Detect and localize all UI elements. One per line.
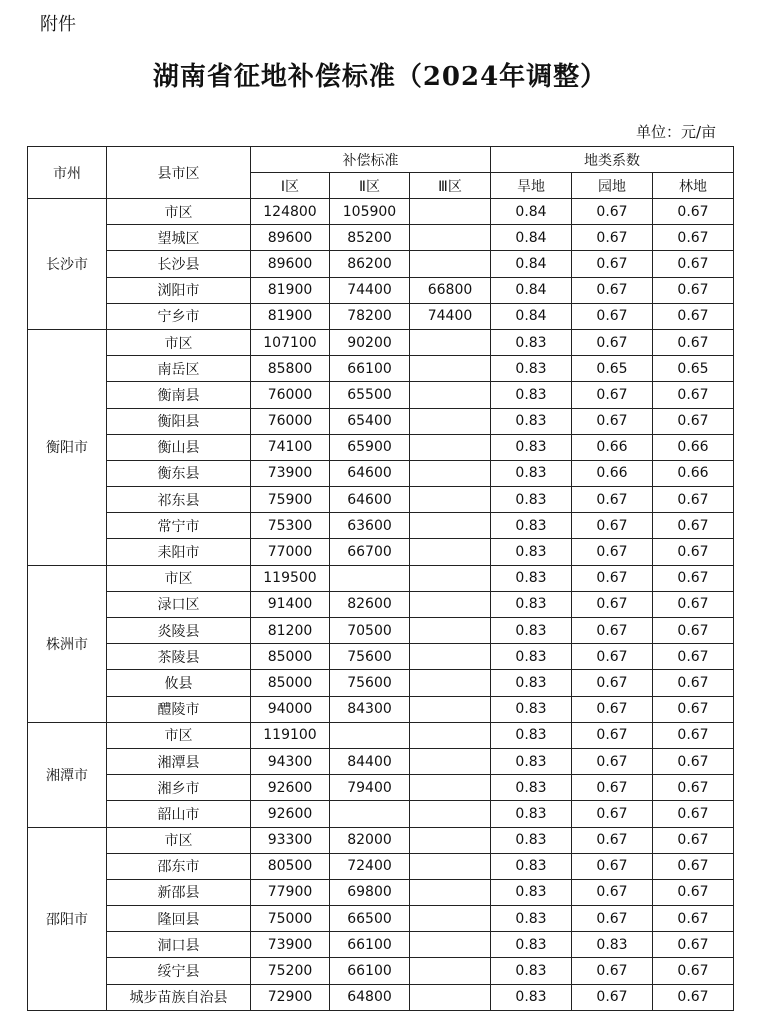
header-city: 市州 xyxy=(28,147,107,199)
cell-zone-2: 63600 xyxy=(330,513,410,539)
cell-county: 隆回县 xyxy=(107,906,251,932)
cell-zone-1: 119500 xyxy=(251,565,330,591)
cell-zone-1: 89600 xyxy=(251,251,330,277)
cell-county: 湘乡市 xyxy=(107,775,251,801)
cell-dry-coef: 0.83 xyxy=(491,984,572,1010)
cell-dry-coef: 0.83 xyxy=(491,434,572,460)
cell-garden-coef: 0.67 xyxy=(572,906,653,932)
cell-forest-coef: 0.67 xyxy=(653,225,734,251)
cell-dry-coef: 0.83 xyxy=(491,382,572,408)
cell-dry-coef: 0.83 xyxy=(491,722,572,748)
cell-city: 邵阳市 xyxy=(28,827,107,1010)
cell-garden-coef: 0.67 xyxy=(572,958,653,984)
table-row xyxy=(28,827,760,853)
cell-zone-2: 79400 xyxy=(330,775,410,801)
unit-label: 单位：元/亩 xyxy=(635,123,716,141)
cell-city: 湘潭市 xyxy=(28,722,107,827)
cell-county: 韶山市 xyxy=(107,801,251,827)
cell-garden-coef: 0.67 xyxy=(572,722,653,748)
cell-zone-1: 76000 xyxy=(251,382,330,408)
cell-dry-coef: 0.84 xyxy=(491,277,572,303)
cell-zone-3 xyxy=(410,251,491,277)
cell-county: 炎陵县 xyxy=(107,618,251,644)
cell-garden-coef: 0.67 xyxy=(572,618,653,644)
table-row xyxy=(28,932,760,958)
cell-garden-coef: 0.67 xyxy=(572,487,653,513)
cell-zone-1: 89600 xyxy=(251,225,330,251)
cell-forest-coef: 0.67 xyxy=(653,853,734,879)
cell-zone-2: 65400 xyxy=(330,408,410,434)
cell-zone-3 xyxy=(410,199,491,225)
cell-dry-coef: 0.83 xyxy=(491,618,572,644)
cell-dry-coef: 0.83 xyxy=(491,906,572,932)
cell-dry-coef: 0.83 xyxy=(491,487,572,513)
cell-county: 洞口县 xyxy=(107,932,251,958)
header-dry-land: 旱地 xyxy=(491,173,572,199)
cell-forest-coef: 0.67 xyxy=(653,277,734,303)
header-zone-2: Ⅱ区 xyxy=(330,173,410,199)
table-row xyxy=(28,382,760,408)
cell-forest-coef: 0.67 xyxy=(653,539,734,565)
cell-county: 浏阳市 xyxy=(107,277,251,303)
cell-garden-coef: 0.67 xyxy=(572,591,653,617)
cell-dry-coef: 0.83 xyxy=(491,565,572,591)
cell-zone-2: 75600 xyxy=(330,670,410,696)
cell-garden-coef: 0.67 xyxy=(572,879,653,905)
cell-zone-2: 70500 xyxy=(330,618,410,644)
table-row xyxy=(28,801,760,827)
cell-garden-coef: 0.67 xyxy=(572,303,653,329)
cell-zone-3 xyxy=(410,748,491,774)
cell-dry-coef: 0.83 xyxy=(491,958,572,984)
table-row xyxy=(28,618,760,644)
cell-dry-coef: 0.83 xyxy=(491,670,572,696)
cell-dry-coef: 0.83 xyxy=(491,775,572,801)
header-zone-3: Ⅲ区 xyxy=(410,173,491,199)
cell-zone-1: 75000 xyxy=(251,906,330,932)
cell-zone-1: 85000 xyxy=(251,670,330,696)
cell-garden-coef: 0.67 xyxy=(572,775,653,801)
table-row xyxy=(28,251,760,277)
table-row xyxy=(28,958,760,984)
header-compensation: 补偿标准 xyxy=(251,147,491,173)
cell-garden-coef: 0.67 xyxy=(572,984,653,1010)
cell-garden-coef: 0.67 xyxy=(572,853,653,879)
table-row xyxy=(28,539,760,565)
cell-garden-coef: 0.66 xyxy=(572,434,653,460)
cell-county: 宁乡市 xyxy=(107,303,251,329)
cell-garden-coef: 0.67 xyxy=(572,251,653,277)
cell-county: 市区 xyxy=(107,329,251,355)
compensation-table xyxy=(27,146,760,1011)
table-row xyxy=(28,670,760,696)
cell-forest-coef: 0.67 xyxy=(653,906,734,932)
cell-dry-coef: 0.83 xyxy=(491,460,572,486)
cell-zone-2: 64600 xyxy=(330,460,410,486)
table-row xyxy=(28,879,760,905)
cell-county: 衡阳县 xyxy=(107,408,251,434)
cell-garden-coef: 0.83 xyxy=(572,932,653,958)
cell-zone-1: 92600 xyxy=(251,775,330,801)
cell-garden-coef: 0.67 xyxy=(572,827,653,853)
cell-city: 株洲市 xyxy=(28,565,107,722)
cell-forest-coef: 0.67 xyxy=(653,801,734,827)
cell-zone-3 xyxy=(410,670,491,696)
cell-forest-coef: 0.67 xyxy=(653,408,734,434)
cell-zone-3 xyxy=(410,984,491,1010)
cell-garden-coef: 0.67 xyxy=(572,565,653,591)
cell-zone-1: 107100 xyxy=(251,329,330,355)
cell-garden-coef: 0.67 xyxy=(572,539,653,565)
cell-zone-1: 76000 xyxy=(251,408,330,434)
cell-zone-1: 85000 xyxy=(251,644,330,670)
cell-dry-coef: 0.83 xyxy=(491,932,572,958)
cell-forest-coef: 0.67 xyxy=(653,513,734,539)
cell-county: 耒阳市 xyxy=(107,539,251,565)
cell-zone-2: 82000 xyxy=(330,827,410,853)
cell-zone-2: 84300 xyxy=(330,696,410,722)
cell-zone-2 xyxy=(330,565,410,591)
cell-zone-3 xyxy=(410,434,491,460)
cell-county: 衡山县 xyxy=(107,434,251,460)
table-row xyxy=(28,408,760,434)
cell-forest-coef: 0.66 xyxy=(653,434,734,460)
table-row xyxy=(28,775,760,801)
cell-county: 常宁市 xyxy=(107,513,251,539)
table-row xyxy=(28,644,760,670)
cell-garden-coef: 0.67 xyxy=(572,513,653,539)
cell-county: 攸县 xyxy=(107,670,251,696)
table-body xyxy=(28,199,760,1011)
cell-garden-coef: 0.67 xyxy=(572,225,653,251)
cell-zone-3: 66800 xyxy=(410,277,491,303)
cell-forest-coef: 0.67 xyxy=(653,382,734,408)
cell-zone-3 xyxy=(410,644,491,670)
cell-county: 望城区 xyxy=(107,225,251,251)
cell-dry-coef: 0.84 xyxy=(491,251,572,277)
cell-dry-coef: 0.83 xyxy=(491,801,572,827)
cell-zone-2: 65500 xyxy=(330,382,410,408)
cell-zone-3 xyxy=(410,853,491,879)
cell-zone-2: 66100 xyxy=(330,958,410,984)
cell-zone-2: 74400 xyxy=(330,277,410,303)
cell-dry-coef: 0.83 xyxy=(491,591,572,617)
cell-garden-coef: 0.67 xyxy=(572,644,653,670)
cell-garden-coef: 0.67 xyxy=(572,408,653,434)
cell-zone-3 xyxy=(410,591,491,617)
cell-zone-1: 124800 xyxy=(251,199,330,225)
cell-zone-2: 82600 xyxy=(330,591,410,617)
cell-county: 茶陵县 xyxy=(107,644,251,670)
attachment-label: 附件 xyxy=(40,14,76,35)
cell-zone-1: 92600 xyxy=(251,801,330,827)
cell-county: 长沙县 xyxy=(107,251,251,277)
cell-zone-3 xyxy=(410,487,491,513)
cell-zone-3 xyxy=(410,329,491,355)
cell-zone-1: 119100 xyxy=(251,722,330,748)
cell-zone-3 xyxy=(410,513,491,539)
cell-zone-1: 81900 xyxy=(251,303,330,329)
cell-garden-coef: 0.67 xyxy=(572,801,653,827)
cell-zone-2: 66100 xyxy=(330,356,410,382)
cell-county: 邵东市 xyxy=(107,853,251,879)
table-row xyxy=(28,591,760,617)
cell-county: 湘潭县 xyxy=(107,748,251,774)
cell-forest-coef: 0.67 xyxy=(653,775,734,801)
cell-zone-1: 72900 xyxy=(251,984,330,1010)
table-row xyxy=(28,565,760,591)
cell-zone-1: 93300 xyxy=(251,827,330,853)
cell-dry-coef: 0.83 xyxy=(491,748,572,774)
cell-zone-3: 74400 xyxy=(410,303,491,329)
cell-zone-1: 81900 xyxy=(251,277,330,303)
cell-zone-2: 64800 xyxy=(330,984,410,1010)
cell-zone-1: 75300 xyxy=(251,513,330,539)
cell-zone-3 xyxy=(410,932,491,958)
cell-forest-coef: 0.67 xyxy=(653,879,734,905)
cell-garden-coef: 0.67 xyxy=(572,199,653,225)
cell-zone-3 xyxy=(410,722,491,748)
cell-forest-coef: 0.67 xyxy=(653,670,734,696)
cell-dry-coef: 0.83 xyxy=(491,827,572,853)
cell-garden-coef: 0.65 xyxy=(572,356,653,382)
cell-zone-1: 74100 xyxy=(251,434,330,460)
cell-forest-coef: 0.67 xyxy=(653,958,734,984)
cell-forest-coef: 0.66 xyxy=(653,460,734,486)
header-county: 县市区 xyxy=(107,147,251,199)
cell-zone-2: 66500 xyxy=(330,906,410,932)
cell-zone-3 xyxy=(410,539,491,565)
cell-forest-coef: 0.67 xyxy=(653,722,734,748)
cell-zone-3 xyxy=(410,565,491,591)
cell-dry-coef: 0.83 xyxy=(491,513,572,539)
cell-zone-3 xyxy=(410,775,491,801)
cell-zone-1: 75900 xyxy=(251,487,330,513)
cell-zone-1: 91400 xyxy=(251,591,330,617)
table-row xyxy=(28,277,760,303)
cell-county: 市区 xyxy=(107,722,251,748)
cell-zone-3 xyxy=(410,618,491,644)
cell-county: 城步苗族自治县 xyxy=(107,984,251,1010)
cell-zone-3 xyxy=(410,827,491,853)
cell-garden-coef: 0.67 xyxy=(572,748,653,774)
cell-dry-coef: 0.83 xyxy=(491,879,572,905)
cell-zone-3 xyxy=(410,408,491,434)
table-row xyxy=(28,356,760,382)
cell-county: 南岳区 xyxy=(107,356,251,382)
cell-zone-3 xyxy=(410,382,491,408)
cell-dry-coef: 0.83 xyxy=(491,329,572,355)
cell-zone-2: 84400 xyxy=(330,748,410,774)
cell-dry-coef: 0.83 xyxy=(491,644,572,670)
cell-forest-coef: 0.65 xyxy=(653,356,734,382)
cell-dry-coef: 0.84 xyxy=(491,225,572,251)
cell-forest-coef: 0.67 xyxy=(653,696,734,722)
cell-zone-3 xyxy=(410,879,491,905)
cell-zone-1: 73900 xyxy=(251,932,330,958)
header-garden-land: 园地 xyxy=(572,173,653,199)
cell-forest-coef: 0.67 xyxy=(653,199,734,225)
cell-city: 长沙市 xyxy=(28,199,107,330)
cell-forest-coef: 0.67 xyxy=(653,487,734,513)
table-row xyxy=(28,460,760,486)
cell-garden-coef: 0.67 xyxy=(572,670,653,696)
cell-garden-coef: 0.67 xyxy=(572,329,653,355)
page-title: 湖南省征地补偿标准（2024年调整） xyxy=(152,62,608,92)
table-row xyxy=(28,513,760,539)
cell-dry-coef: 0.83 xyxy=(491,356,572,382)
cell-county: 绥宁县 xyxy=(107,958,251,984)
table-row xyxy=(28,487,760,513)
cell-city: 衡阳市 xyxy=(28,329,107,565)
table-row xyxy=(28,984,760,1010)
table-row xyxy=(28,853,760,879)
cell-county: 市区 xyxy=(107,199,251,225)
cell-zone-2: 72400 xyxy=(330,853,410,879)
cell-dry-coef: 0.84 xyxy=(491,303,572,329)
table-row xyxy=(28,696,760,722)
cell-zone-1: 94000 xyxy=(251,696,330,722)
cell-zone-3 xyxy=(410,906,491,932)
cell-zone-2 xyxy=(330,722,410,748)
cell-forest-coef: 0.67 xyxy=(653,618,734,644)
cell-zone-1: 73900 xyxy=(251,460,330,486)
cell-zone-3 xyxy=(410,225,491,251)
cell-garden-coef: 0.67 xyxy=(572,277,653,303)
cell-zone-1: 81200 xyxy=(251,618,330,644)
cell-zone-2: 78200 xyxy=(330,303,410,329)
cell-county: 新邵县 xyxy=(107,879,251,905)
cell-county: 醴陵市 xyxy=(107,696,251,722)
cell-dry-coef: 0.83 xyxy=(491,539,572,565)
table-row xyxy=(28,303,760,329)
cell-zone-2: 85200 xyxy=(330,225,410,251)
cell-county: 市区 xyxy=(107,827,251,853)
cell-zone-2: 75600 xyxy=(330,644,410,670)
cell-forest-coef: 0.67 xyxy=(653,303,734,329)
cell-zone-2: 66100 xyxy=(330,932,410,958)
table-row xyxy=(28,906,760,932)
cell-zone-2: 64600 xyxy=(330,487,410,513)
cell-zone-2: 105900 xyxy=(330,199,410,225)
cell-garden-coef: 0.66 xyxy=(572,460,653,486)
cell-forest-coef: 0.67 xyxy=(653,748,734,774)
cell-zone-2: 65900 xyxy=(330,434,410,460)
table-row xyxy=(28,722,760,748)
cell-forest-coef: 0.67 xyxy=(653,827,734,853)
cell-zone-2: 66700 xyxy=(330,539,410,565)
cell-zone-1: 85800 xyxy=(251,356,330,382)
cell-zone-3 xyxy=(410,356,491,382)
table-row xyxy=(28,434,760,460)
header-coefficient: 地类系数 xyxy=(491,147,734,173)
cell-forest-coef: 0.67 xyxy=(653,591,734,617)
cell-zone-2: 90200 xyxy=(330,329,410,355)
cell-zone-2: 86200 xyxy=(330,251,410,277)
cell-forest-coef: 0.67 xyxy=(653,565,734,591)
cell-county: 衡南县 xyxy=(107,382,251,408)
cell-zone-1: 75200 xyxy=(251,958,330,984)
table-row xyxy=(28,748,760,774)
table-row xyxy=(28,225,760,251)
cell-zone-1: 80500 xyxy=(251,853,330,879)
cell-county: 渌口区 xyxy=(107,591,251,617)
cell-zone-2 xyxy=(330,801,410,827)
cell-county: 市区 xyxy=(107,565,251,591)
cell-zone-3 xyxy=(410,696,491,722)
cell-zone-2: 69800 xyxy=(330,879,410,905)
cell-county: 衡东县 xyxy=(107,460,251,486)
cell-dry-coef: 0.83 xyxy=(491,853,572,879)
table-row xyxy=(28,329,760,355)
cell-zone-3 xyxy=(410,801,491,827)
cell-garden-coef: 0.67 xyxy=(572,382,653,408)
header-forest-land: 林地 xyxy=(653,173,734,199)
table-row xyxy=(28,199,760,225)
cell-dry-coef: 0.84 xyxy=(491,199,572,225)
cell-garden-coef: 0.67 xyxy=(572,696,653,722)
cell-zone-1: 94300 xyxy=(251,748,330,774)
cell-county: 祁东县 xyxy=(107,487,251,513)
cell-zone-1: 77000 xyxy=(251,539,330,565)
cell-forest-coef: 0.67 xyxy=(653,932,734,958)
cell-zone-1: 77900 xyxy=(251,879,330,905)
cell-zone-3 xyxy=(410,958,491,984)
cell-forest-coef: 0.67 xyxy=(653,251,734,277)
cell-forest-coef: 0.67 xyxy=(653,644,734,670)
cell-dry-coef: 0.83 xyxy=(491,696,572,722)
cell-dry-coef: 0.83 xyxy=(491,408,572,434)
header-zone-1: Ⅰ区 xyxy=(251,173,330,199)
cell-forest-coef: 0.67 xyxy=(653,329,734,355)
cell-zone-3 xyxy=(410,460,491,486)
cell-forest-coef: 0.67 xyxy=(653,984,734,1010)
